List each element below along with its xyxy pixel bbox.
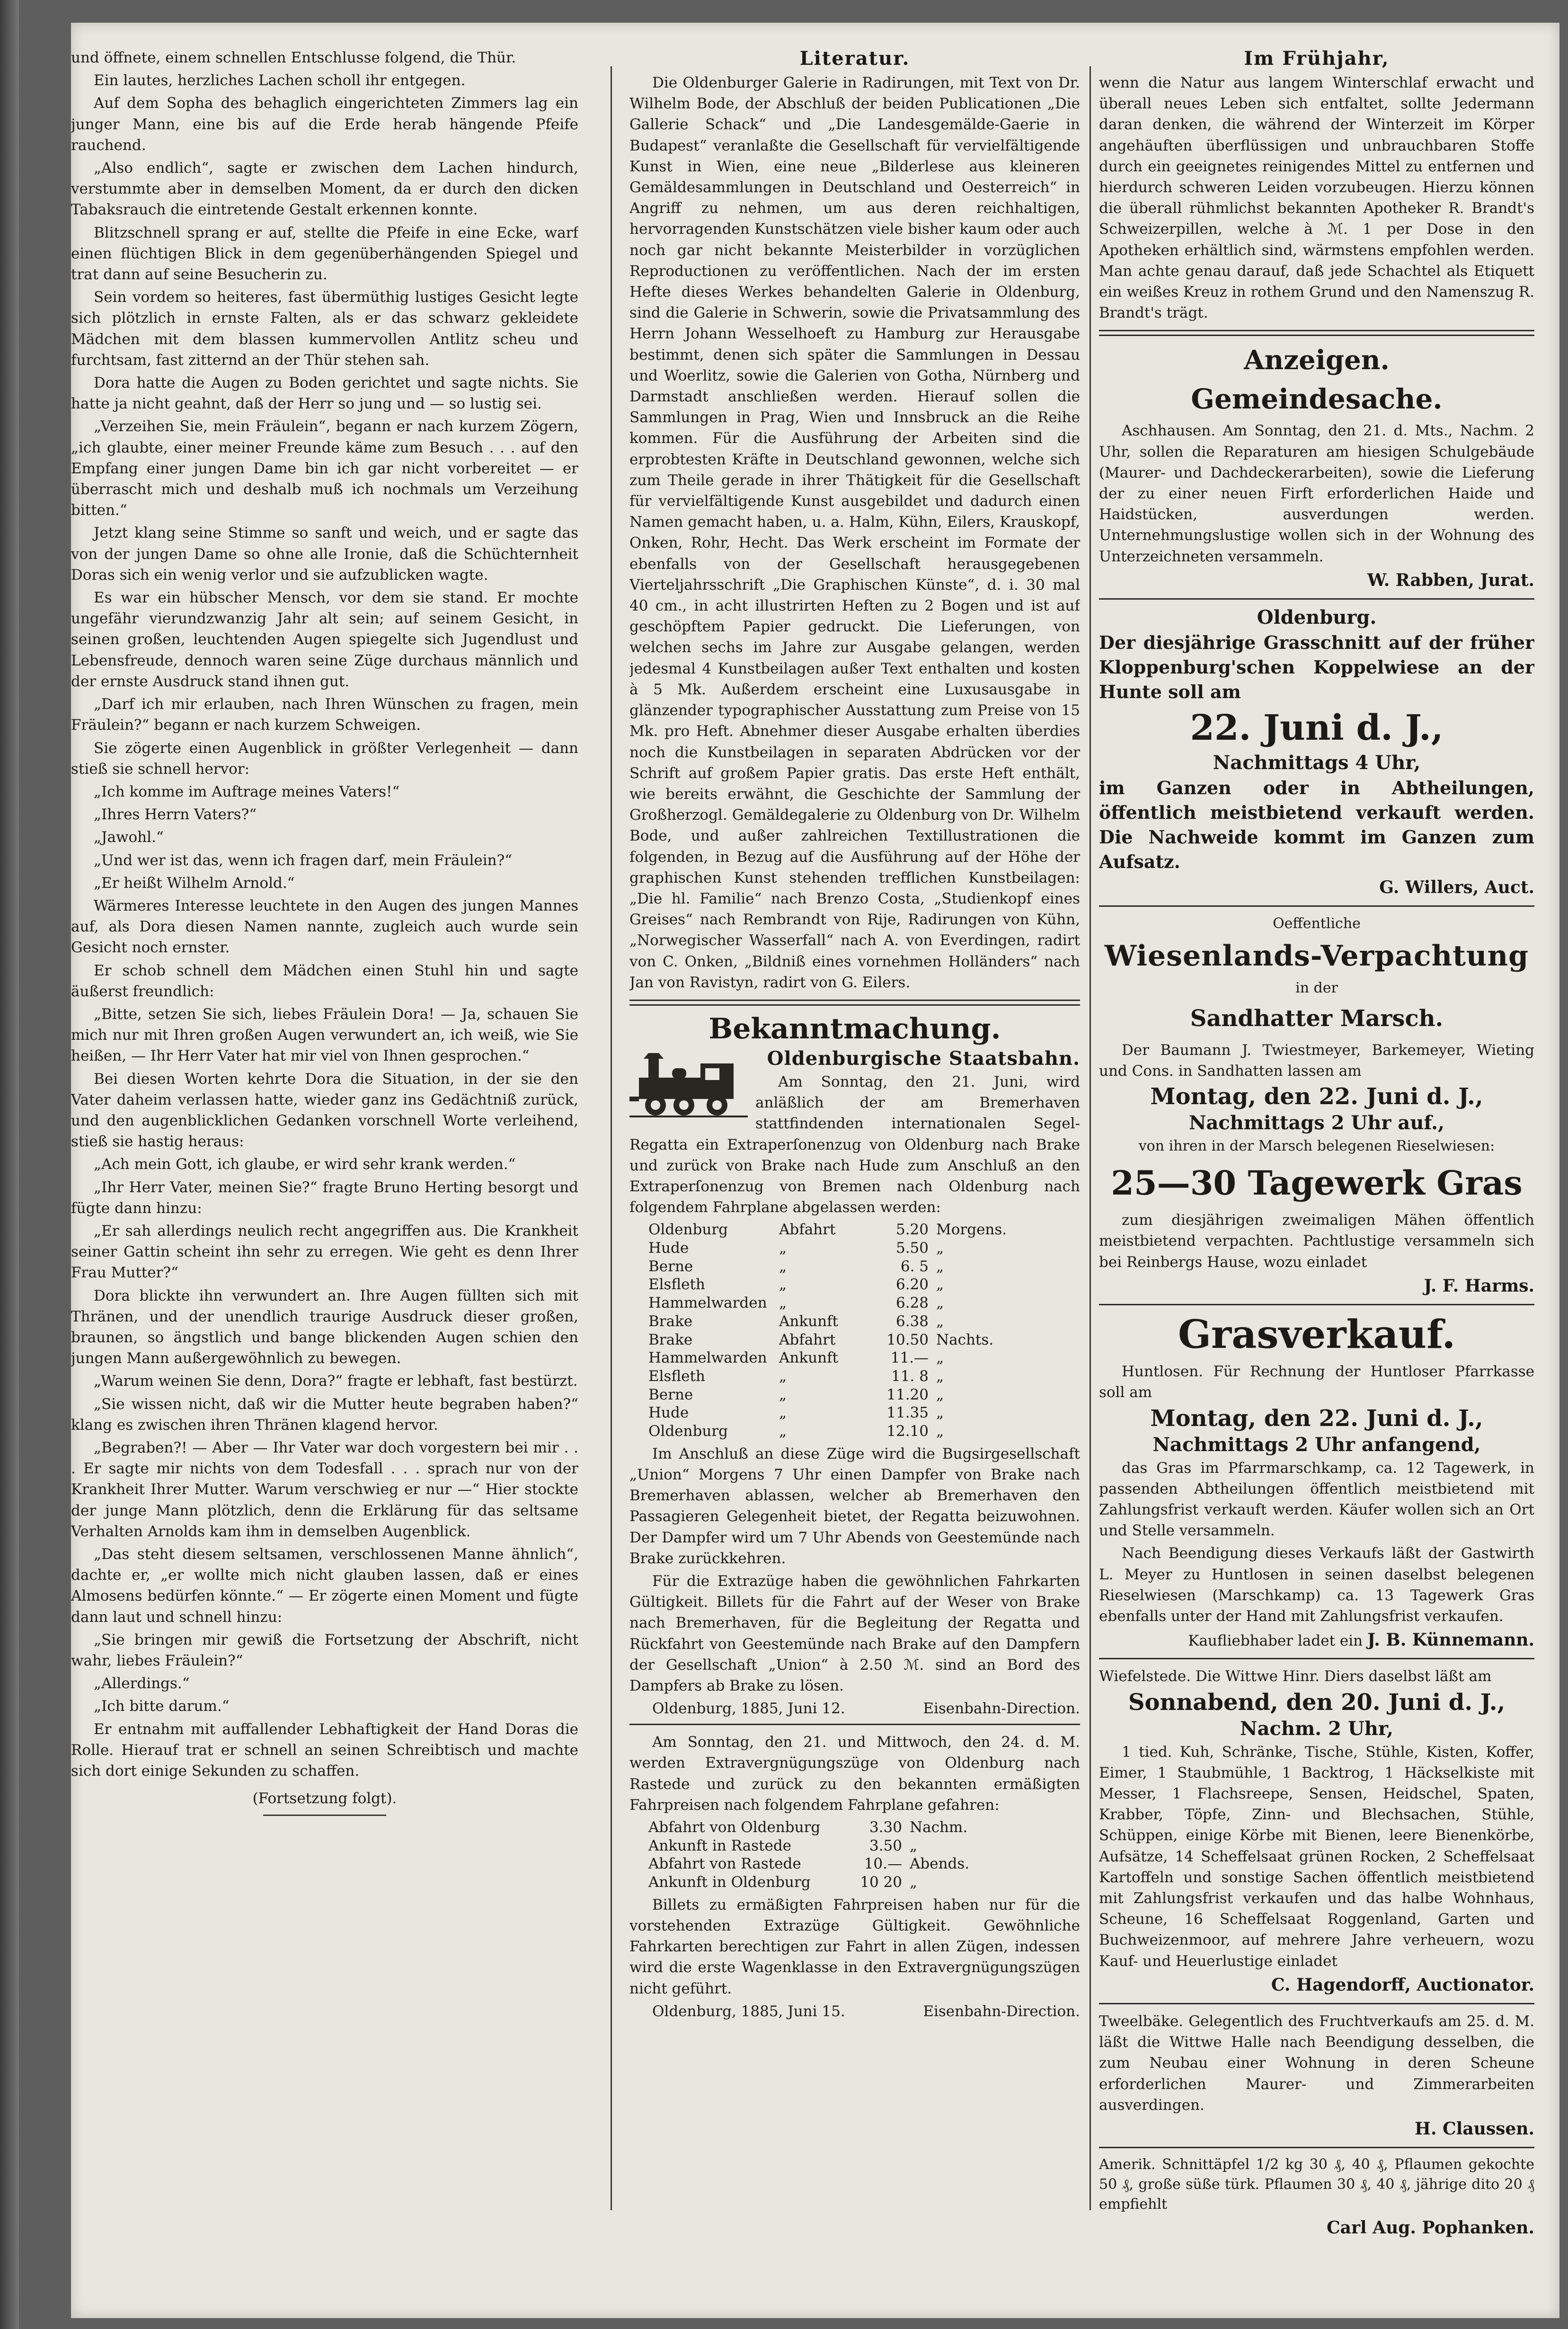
- story-paragraph: Dora blickte ihn verwundert an. Ihre Augen füllten sich mit Thränen, und der unendlich traurige Ausdruck dieser großen, braunen, so ängstlich und bange blickenden Augen schien den jungen Mann außergewöhnlich zu bewegen.: [71, 1287, 578, 1367]
- bekanntmachung-text-3: Für die Extrazüge haben die gewöhnlichen Fahrkarten Gültigkeit. Billets für die Fahrt auf der Weser von Brake nach Bremerhaven, für die Begleitung der Regatta und Rückfahrt von Geestemünde nach Brake auf den Dampfern der Gesellschaft „Union“ à 2.50 ℳ. sind an Bord des Dampfers ab Brake zu lösen.: [629, 1573, 1080, 1695]
- timetable-row: [648, 1331, 1014, 1349]
- timetable-row: [648, 1221, 1014, 1239]
- tweelbaeke-text: Tweelbäke. Gelegentlich des Fruchtverkaufs am 25. d. M. läßt die Wittwe Halle nach Beendigung desselben, die zum Neubau einer Wohnung in deren Scheune erforderlichen Maurer- und Zimmerarbeiten ausverdingen.: [1099, 2012, 1534, 2114]
- story-paragraph: „Verzeihen Sie, mein Fräulein“, begann er nach kurzem Zögern, „ich glaubte, einer meiner Freunde käme zum Besuch . . . auf den Empfang einer jungen Dame bin ich gar nicht vorbereitet — er überrascht mich und deshalb muß ich nochmals um Verzeihung bitten.“: [71, 418, 578, 519]
- timetable-station: Hude: [648, 1404, 689, 1422]
- section-divider: [1099, 598, 1534, 600]
- timetable-note: „: [910, 1874, 918, 1891]
- story-paragraph: „Begraben?! — Aber — Ihr Vater war doch vorgestern bei mir . . . Er sagte mir nichts von dem Todesfall . . . sprach nur von der Krankheit Ihrer Mutter. Warum verschwieg er nur —“ Hier stockte der junge Mann plötzlich, denn die Erklärung für das seltsame Verhalten Arnolds kam ihm in demselben Augenblick.: [71, 1439, 578, 1540]
- section-divider: [1099, 2003, 1534, 2004]
- timetable-time: 10.50: [886, 1331, 929, 1348]
- story-paragraph: „Sie wissen nicht, daß wir die Mutter heute begraben haben?“ klang es zwischen ihren Thränen klagend hervor.: [71, 1395, 578, 1434]
- wiefelstede-text: Wiefelstede. Die Wittwe Hinr. Diers daselbst läßt am: [1099, 1668, 1492, 1685]
- grasverkauf-text: Huntlosen. Für Rechnung der Huntloser Pfarrkasse soll am: [1099, 1363, 1534, 1401]
- timetable-row: [648, 1855, 977, 1873]
- timetable-row: [648, 1422, 1014, 1441]
- timetable-dir: „: [779, 1404, 787, 1422]
- story-paragraph: und öffnete, einem schnellen Entschlusse folgend, die Thür.: [71, 49, 516, 66]
- story-paragraph: „Das steht diesem seltsamen, verschlossenen Manne ähnlich“, dachte er, „er wollte mich nicht glauben lassen, daß er eines Almosens bedürfen könnte.“ — Er zögerte einen Moment und fügte dann laut und schnell hinzu:: [71, 1546, 578, 1626]
- timetable-time: 10.—: [864, 1855, 902, 1873]
- timetable-dir: „: [779, 1386, 787, 1403]
- oldenburg-text: Der diesjährige Grasschnitt auf der früher Kloppenburg'schen Koppelwiese an der Hunte soll am: [1099, 632, 1534, 703]
- timetable-note: „: [936, 1240, 944, 1257]
- wiesen-big: 25—30 Tagewerk Gras: [1111, 1163, 1523, 1203]
- gemeindesache-text: Aschhausen. Am Sonntag, den 21. d. Mts., Nachm. 2 Uhr, sollen die Reparaturen am hiesigen Schulgebäude (Maurer- und Dachdeckerarbeiten), sowie die Lieferung der zu einer neuen Firft erforderlichen Haide und Haidstücken, ausverdungen werden. Unternehmungslustige wollen sich in der Wohnung des Unterzeichneten versammeln.: [1099, 422, 1534, 565]
- story-paragraph: Dora hatte die Augen zu Boden gerichtet und sagte nichts. Sie hatte ja nicht geahnt, daß der Herr so jung und — so lustig sei.: [71, 374, 578, 413]
- bekanntmachung-text: Am Sonntag, den 21. Juni, wird anläßlich der am Bremerhaven stattfindenden internationalen Segel-Regatta ein Extraperſonenzug von Oldenburg nach Brake und zurück von Brake nach Hude zum Anschluß an den Extraperſonenzug von Bremen nach Oldenburg nach folgendem Fahrplane abgelassen werden:: [629, 1073, 1080, 1216]
- timetable-time: 11.20: [886, 1386, 929, 1403]
- story-paragraph: Er entnahm mit auffallender Lebhaftigkeit der Hand Doras die Rolle. Hierauf trat er schnell an seinen Schreibtisch und machte sich dort einige Sekunden zu schaffen.: [71, 1720, 578, 1780]
- timetable-dir: „: [779, 1276, 787, 1293]
- story-paragraph: Ein lautes, herzliches Lachen scholl ihr entgegen.: [94, 72, 466, 89]
- story-paragraph: Jetzt klang seine Stimme so sanft und weich, und er sagte das von der jungen Dame so ohne alle Ironie, daß die Schüchternheit Doras sich ein wenig verlor und sie aufzublicken wagte.: [71, 524, 578, 584]
- wiefelstede-signature: [1099, 1975, 1534, 1996]
- wiesen-signature: [1099, 1275, 1534, 1297]
- timetable-row: [648, 1386, 1014, 1404]
- tweelbaeke-signer: H. Claussen.: [1414, 2118, 1534, 2139]
- story-paragraph: „Ach mein Gott, ich glaube, er wird sehr krank werden.“: [94, 1156, 516, 1173]
- bekanntmachung-subheading: Oldenburgische Staatsbahn.: [767, 1047, 1080, 1070]
- section-divider: [629, 1724, 1080, 1725]
- timetable-time: 11.—: [890, 1349, 929, 1367]
- section-divider: [629, 1000, 1080, 1006]
- timetable-time: 6.38: [895, 1312, 929, 1330]
- wiesen-text-3: zum diesjährigen zweimaligen Mähen öffentlich meistbietend verpachten. Pachtlustige versammeln sich bei Reinbergs Hause, wozu einladet: [1099, 1212, 1534, 1271]
- wiesen-place: Sandhatter Marsch.: [1190, 1005, 1444, 1032]
- timetable-note: „: [936, 1312, 944, 1330]
- wiesen-text-2: von ihren in der Marsch belegenen Rieselwiesen:: [1138, 1138, 1495, 1155]
- story-paragraph: Er schob schnell dem Mädchen einen Stuhl hin und sagte äußerst freundlich:: [71, 962, 578, 1000]
- timetable-station: Hude: [648, 1240, 689, 1257]
- gemeindesache-signature: [1099, 570, 1534, 592]
- fruehjahr-text: wenn die Natur aus langem Winterschlaf erwacht und überall neues Leben sich entfaltet, sollte Jedermann daran denken, die während der Winterzeit im Körper angehäuften überflüssigen und unbrauchbaren Stoffe durch ein geeignetes reinigendes Mittel zu entfernen und hierdurch schweren Leiden vorzubeugen. Hierzu können die überall rühmlichst bekannten Apotheker R. Brandt's Schweizerpillen, welche à ℳ. 1 per Dose in den Apotheken erhältlich sind, wärmstens empfohlen werden. Man achte genau darauf, daß jede Schachtel als Etiquett ein weißes Kreuz in rothem Grund und den Namenszug R. Brandt's trägt.: [1099, 74, 1534, 322]
- story-paragraph: „Er sah allerdings neulich recht angegriffen aus. Die Krankheit seiner Gattin scheint ihn sehr zu erregen. Wie geht es denn Ihrer Frau Mutter?“: [71, 1222, 578, 1282]
- story-paragraph: Bei diesen Worten kehrte Dora die Situation, in der sie den Vater daheim verlassen hatte, wieder ganz ins Gedächtniß zurück, und den augenblicklichen Gedanken vorschnell Worte verleihend, stieß sie hastig heraus:: [71, 1070, 578, 1151]
- timetable-row: [648, 1239, 1014, 1257]
- timetable-time: 6.20: [895, 1276, 929, 1293]
- column-rule-2: [1090, 66, 1091, 2210]
- amerik-signer: Carl Aug. Pophanken.: [1326, 2218, 1534, 2238]
- timetable-row: [648, 1873, 977, 1892]
- timetable-row: [648, 1404, 1014, 1422]
- oldenburg-time: Nachmittags 4 Uhr,: [1213, 752, 1421, 774]
- column-rule-1: [611, 66, 612, 2210]
- grasverkauf-text-3: Nach Beendigung dieses Verkaufs läßt der Gastwirth L. Meyer zu Huntlosen in seinen daselbst belegenen Rieselwiesen (Marschkamp) ca. 13 Tagewerk Gras ebenfalls unter der Hand mit Zahlungsfrist verkaufen.: [1099, 1545, 1534, 1625]
- timetable-time: 6.28: [895, 1294, 929, 1312]
- oldenburg-text-2: im Ganzen oder in Abtheilungen, öffentlich meistbietend verkauft werden. Die Nachweide kommt im Ganzen zum Aufsatz.: [1099, 777, 1534, 873]
- story-paragraph: „Jawohl.“: [94, 829, 164, 846]
- ads-column: [1099, 47, 1534, 2242]
- timetable-row: [648, 1818, 977, 1837]
- timetable-station: Oldenburg: [648, 1423, 728, 1440]
- timetable-row: [648, 1367, 1014, 1386]
- wiesen-signer: J. F. Harms.: [1424, 1275, 1534, 1296]
- extrazug-signature: [629, 2003, 1080, 2020]
- timetable-station: Abfahrt von Oldenburg: [648, 1819, 821, 1836]
- story-paragraph: „Ihres Herrn Vaters?“: [94, 806, 257, 824]
- timetable-note: Nachts.: [936, 1331, 994, 1348]
- oldenburg-signature: [1099, 877, 1534, 899]
- timetable-station: Ankunft in Oldenburg: [648, 1874, 811, 1891]
- timetable-note: „: [936, 1423, 944, 1440]
- fruehjahr-heading: Im Frühjahr,: [1244, 47, 1390, 70]
- gemeindesache-heading: Gemeindesache.: [1191, 383, 1443, 416]
- timetable-time: 3.30: [869, 1819, 902, 1836]
- story-paragraph: „Darf ich mir erlauben, nach Ihren Wünschen zu fragen, mein Fräulein?“ begann er nach kurzem Schweigen.: [71, 696, 578, 734]
- story-paragraph: Sein vordem so heiteres, fast übermüthig lustiges Gesicht legte sich plötzlich in ernste Falten, als er das schwarz gekleidete Mädchen mit dem blassen kummervollen Antlitz scheu und furchtsam, fast zitternd an der Thür stehen sah.: [71, 289, 578, 369]
- timetable-note: „: [936, 1276, 944, 1293]
- grasverkauf-invite: Kaufliebhaber ladet ein: [1188, 1632, 1363, 1650]
- middle-column: [629, 47, 1080, 2024]
- timetable-note: Nachm.: [910, 1819, 968, 1836]
- bek-sig-office: Eisenbahn-Direction.: [923, 1700, 1080, 1718]
- timetable-station: Hammelwarden: [648, 1294, 767, 1312]
- oldenburg-date: 22. Juni d. J.,: [1190, 708, 1444, 749]
- story-paragraph: Es war ein hübscher Mensch, vor dem sie stand. Er mochte ungefähr vierundzwanzig Jahr alt sein; auf seinem Gesicht, in seinen großen, leuchtenden Augen spiegelte sich Jugendlust und Lebensfreude, dennoch waren seine Züge durchaus männlich und der ernste Ausdruck stand ihnen gut.: [71, 589, 578, 690]
- timetable-row: [648, 1294, 1014, 1312]
- timetable-row: [648, 1257, 1014, 1276]
- timetable-dir: „: [779, 1257, 787, 1275]
- extrazug-text-2: Billets zu ermäßigten Fahrpreisen haben nur für die vorstehenden Extrazüge Gültigkeit. Gewöhnliche Fahrkarten berechtigen zur Fahrt in allen Zügen, indessen wird die erste Wagenklasse in den Extravergnügungszügen nicht geführt.: [629, 1896, 1080, 1997]
- wiesen-text: Der Baumann J. Twiestmeyer, Barkemeyer, Wieting und Cons. in Sandhatten lassen am: [1099, 1041, 1534, 1080]
- section-divider: [1099, 2147, 1534, 2148]
- timetable-station: Brake: [648, 1312, 693, 1330]
- timetable: [648, 1221, 1014, 1440]
- continued-note: (Fortsetzung folgt).: [252, 1790, 397, 1807]
- timetable-dir: „: [779, 1240, 787, 1257]
- grasverkauf-signature: [1099, 1629, 1534, 1651]
- story-paragraph: „Ich bitte darum.“: [94, 1698, 230, 1715]
- story-paragraph: „Ihr Herr Vater, meinen Sie?“ fragte Bruno Herting besorgt und fügte dann hinzu:: [71, 1178, 578, 1217]
- section-divider: [1099, 1304, 1534, 1305]
- timetable-dir: Ankunft: [779, 1349, 838, 1367]
- story-paragraph: „Also endlich“, sagte er zwischen dem Lachen hindurch, verstummte aber in demselben Moment, da er durch den dicken Tabaksrauch die eintretende Gestalt erkennen konnte.: [71, 159, 578, 219]
- story-paragraph: Auf dem Sopha des behaglich eingerichteten Zimmers lag ein junger Mann, eine bis auf die Erde herab hängende Pfeife rauchend.: [71, 95, 578, 154]
- grasverkauf-time: Nachmittags 2 Uhr anfangend,: [1152, 1433, 1481, 1456]
- story-paragraph: „Bitte, setzen Sie sich, liebes Fräulein Dora! — Ja, schauen Sie mich nur mit Ihren großen Augen verwundert an, ich weiß, wie Sie heißen, — Ihr Herr Vater hat mir viel von Ihnen gesprochen.“: [71, 1005, 578, 1065]
- timetable-dir: Ankunft: [779, 1312, 838, 1330]
- wiesen-heading: Wiesenlands-Verpachtung: [1104, 939, 1529, 973]
- story-column: [71, 47, 578, 1816]
- wiefelstede-time: Nachm. 2 Uhr,: [1240, 1717, 1393, 1740]
- timetable-dir: „: [779, 1423, 787, 1440]
- story-paragraph: „Sie bringen mir gewiß die Fortsetzung der Abschrift, nicht wahr, liebes Fräulein?“: [71, 1631, 578, 1670]
- wiesen-sub: in der: [1295, 980, 1338, 997]
- story-paragraph: „Und wer ist das, wenn ich fragen darf, mein Fräulein?“: [94, 851, 513, 869]
- section-divider: [1099, 330, 1534, 336]
- timetable-dir: Abfahrt: [779, 1331, 836, 1348]
- timetable-time: 11.35: [886, 1404, 929, 1422]
- story-paragraph: Blitzschnell sprang er auf, stellte die Pfeife in eine Ecke, warf einen flüchtigen Blick in dem gegenüberhängenden Spiegel und trat dann auf seine Besucherin zu.: [71, 224, 578, 283]
- story-paragraph: Sie zögerte einen Augenblick in größter Verlegenheit — dann stieß sie schnell hervor:: [71, 739, 578, 778]
- extra-sig-office: Eisenbahn-Direction.: [923, 2002, 1080, 2020]
- literatur-text: Die Oldenburger Galerie in Radirungen, mit Text von Dr. Wilhelm Bode, der Abschluß der beiden Publicationen „Die Gallerie Schack“ und „Die Landesgemälde-Gaerie in Budapest“ veranlaßte die Gesellschaft für vervielfältigende Kunst in Wien, eine neue „Bilderlese aus kleineren Gemäldesammlungen in Deutschland und Oesterreich“ in Angriff zu nehmen, um aus deren reichhaltigen, hervorragenden Kunstschätzen viele bisher kaum oder auch noch gar nicht bekannte Meisterbilder in vorzüglichen Reproductionen zu veröffentlichen. Nach der im ersten Hefte dieses Werkes behandelten Galerie in Oldenburg, sind die Galerie in Schwerin, sowie die Privatsammlung des Herrn Johann Wesselhoeft zu Hamburg zur Herausgabe bestimmt, denen sich später die Sammlungen in Dessau und Woerlitz, sowie die Galerien von Gotha, Nürnberg und Darmstadt anschließen werden. Hierauf sollen die Sammlungen in Prag, Wien und Innsbruck an die Reihe kommen. Für die Ausführung der Arbeiten sind die erprobtesten Kräfte in Deutschland gewonnen, welche sich zum Theile gerade in ihrer Thätigkeit für die Gesellschaft für vervielfältigende Kunst ausgebildet und dadurch einen Namen gemacht haben, u. a. Halm, Kühn, Eilers, Krauskopf, Onken, Rohr, Hecht. Das Werk erscheint im Formate der ebenfalls von der Gesellschaft herausgegebenen Vierteljahrsschrift „Die Graphischen Künste“, d. i. 30 mal 40 cm., in acht illustrirten Heften zu 2 Bogen und ist auf geschöpftem Papier gedruckt. Die Lieferungen, von welchen sechs im Jahre zur Ausgabe gelangen, werden jedesmal 4 Kunstbeilagen außer Text enthalten und kosten à 5 Mk. Außerdem erscheint eine Luxusausgabe in glänzender typographischer Ausstattung zum Preise von 15 Mk. pro Heft. Abnehmer dieser Ausgabe erhalten überdies noch die Kunstbeilagen in separaten Abdrücken vor der Schrift auf großem Papier gratis. Das erste Heft enthält, wie bereits erwähnt, die Geschichte der Sammlung der Großherzogl. Gemäldegalerie zu Oldenburg von Dr. Wilhelm Bode, und außer zahlreichen Textillustrationen die folgenden, in Bezug auf die Ausführung auf der Höhe der graphischen Kunst stehenden trefflichen Kunstbeilagen: „Die hl. Familie“ nach Brenzo Costa, „Studienkopf eines Greises“ nach Rembrandt von Rije, Radirungen von Kühn, „Norwegischer Wasserfall“ nach A. von Everdingen, radirt von C. Onken, „Bildniß eines vornehmen Holländers“ nach Jan von Ravistyn, radirt von G. Eilers.: [629, 74, 1080, 991]
- story-paragraph: „Allerdings.“: [94, 1675, 190, 1692]
- timetable-time: 10 20: [860, 1874, 902, 1891]
- section-divider: [1099, 905, 1534, 907]
- timetable-station: Elsfleth: [648, 1367, 705, 1385]
- timetable-station: Oldenburg: [648, 1221, 728, 1239]
- timetable-row: [648, 1275, 1014, 1294]
- timetable-dir: „: [779, 1367, 787, 1385]
- section-divider: [1099, 1658, 1534, 1659]
- extrazug-text: Am Sonntag, den 21. und Mittwoch, den 24. d. M. werden Extravergnügungszüge von Oldenburg nach Rastede und zurück zu den bekannten ermäßigten Fahrpreisen nach folgendem Fahrplane gefahren:: [629, 1734, 1080, 1814]
- amerik-signature: [1099, 2217, 1534, 2239]
- amerik-text: Amerik. Schnittäpfel 1/2 kg 30 ₰, 40 ₰, Pflaumen gekochte 50 ₰, große süße türk. Pflaumen 30 ₰, 40 ₰, jährige dito 20 ₰ empfiehlt: [1099, 2156, 1534, 2213]
- wiefelstede-signer: C. Hagendorff, Auctionator.: [1271, 1975, 1534, 1995]
- wiefelstede-date: Sonnabend, den 20. Juni d. J.,: [1128, 1689, 1506, 1716]
- wiesen-pre: Oeffentliche: [1273, 915, 1361, 932]
- story-text: [71, 47, 578, 1781]
- story-paragraph: „Ich komme im Auftrage meines Vaters!“: [94, 783, 400, 800]
- oldenburg-signer: G. Willers, Auct.: [1379, 877, 1534, 898]
- timetable-station: Abfahrt von Rastede: [648, 1855, 801, 1873]
- grasverkauf-text-2: das Gras im Pfarrmarschkamp, ca. 12 Tagewerk, in passenden Abtheilungen öffentlich meistbietend mit Zahlungsfrist verkauft werden. Käufer wollen sich an Ort und Stelle versammeln.: [1099, 1459, 1534, 1540]
- timetable-time: 5.20: [895, 1221, 929, 1239]
- grasverkauf-heading: Grasverkauf.: [1178, 1312, 1455, 1358]
- bekanntmachung-text-2: Im Anschluß an diese Züge wird die Bugsirgesellschaft „Union“ Morgens 7 Uhr einen Dampfer von Brake nach Bremerhaven ablassen, welcher ab Bremerhaven den Passagieren Gelegenheit bietet, der Regatta beizuwohnen. Der Dampfer wird um 7 Uhr Abends von Geestemünde nach Brake zurückkehren.: [629, 1445, 1080, 1567]
- bek-sig-date: Oldenburg, 1885, Juni 12.: [652, 1700, 845, 1718]
- timetable-rastede: [648, 1818, 977, 1892]
- timetable-station: Brake: [648, 1331, 693, 1348]
- timetable-dir: „: [779, 1294, 787, 1312]
- story-paragraph: „Warum weinen Sie denn, Dora?“ fragte er lebhaft, fast bestürzt.: [94, 1373, 578, 1390]
- wiesen-date: Montag, den 22. Juni d. J.,: [1150, 1083, 1483, 1110]
- story-end-rule: [263, 1815, 386, 1816]
- timetable-row: [648, 1312, 1014, 1331]
- grasverkauf-signer: J. B. Künnemann.: [1367, 1630, 1534, 1650]
- timetable-station: Hammelwarden: [648, 1349, 767, 1367]
- timetable-note: „: [936, 1257, 944, 1275]
- timetable-time: 3.50: [869, 1837, 902, 1854]
- timetable-note: „: [910, 1837, 918, 1854]
- wiefelstede-text-2: 1 tied. Kuh, Schränke, Tische, Stühle, Kisten, Koffer, Eimer, 1 Staubmühle, 1 Backtrog, 1 Häckselkiste mit Messer, 1 Flachsreepe, Sensen, Heidschel, Spaten, Krabber, Töpfe, Zinn- und Blechsachen, Stühle, Schüppen, einige Körbe mit Bienen, leere Bienenkörbe, Aufsätze, 14 Scheffelsaat grünen Rocken, 2 Scheffelsaat Kartoffeln und sonstige Sachen öffentlich meistbietend mit Zahlungsfrist verkaufen und das halbe Wohnhaus, Scheune, 16 Scheffelsaat Roggenland, Garten und Buchweizenmoor, auf mehrere Jahre verheuern, wozu Kauf- und Heuerlustige einladet: [1099, 1743, 1534, 1970]
- bekanntmachung-signature: [629, 1700, 1080, 1717]
- timetable-note: „: [936, 1404, 944, 1422]
- bekanntmachung-heading: Bekanntmachung.: [709, 1012, 1001, 1045]
- timetable-dir: Abfahrt: [779, 1221, 836, 1239]
- story-paragraph: Wärmeres Interesse leuchtete in den Augen des jungen Mannes auf, als Dora diesen Namen nannte, zugleich auch wurde sein Gesicht noch ernster.: [71, 897, 578, 956]
- extra-sig-date: Oldenburg, 1885, Juni 15.: [652, 2002, 845, 2020]
- timetable-note: „: [936, 1294, 944, 1312]
- story-paragraph: „Er heißt Wilhelm Arnold.“: [94, 874, 295, 892]
- timetable-station: Berne: [648, 1257, 693, 1275]
- timetable-station: Berne: [648, 1386, 693, 1403]
- timetable-station: Elsfleth: [648, 1276, 705, 1293]
- timetable-row: [648, 1837, 977, 1855]
- timetable-note: Abends.: [910, 1855, 970, 1873]
- anzeigen-heading: Anzeigen.: [1244, 345, 1390, 376]
- timetable-note: „: [936, 1367, 944, 1385]
- timetable-station: Ankunft in Rastede: [648, 1837, 792, 1854]
- wiesen-time: Nachmittags 2 Uhr auf.,: [1188, 1112, 1445, 1134]
- tweelbaeke-signature: [1099, 2118, 1534, 2140]
- timetable-time: 11. 8: [891, 1367, 929, 1385]
- literatur-heading: Literatur.: [799, 47, 910, 70]
- timetable-note: „: [936, 1349, 944, 1367]
- timetable-note: Morgens.: [936, 1221, 1007, 1239]
- timetable-time: 12.10: [886, 1423, 929, 1440]
- timetable-note: „: [936, 1386, 944, 1403]
- gemeindesache-signer: W. Rabben, Jurat.: [1367, 570, 1534, 590]
- oldenburg-heading: Oldenburg.: [1257, 606, 1377, 629]
- timetable-row: [648, 1349, 1014, 1367]
- timetable-time: 5.50: [895, 1240, 929, 1257]
- timetable-time: 6. 5: [900, 1257, 929, 1275]
- locomotive-icon: [629, 1049, 748, 1120]
- scan-edge: [0, 0, 19, 2329]
- grasverkauf-date: Montag, den 22. Juni d. J.,: [1150, 1405, 1483, 1432]
